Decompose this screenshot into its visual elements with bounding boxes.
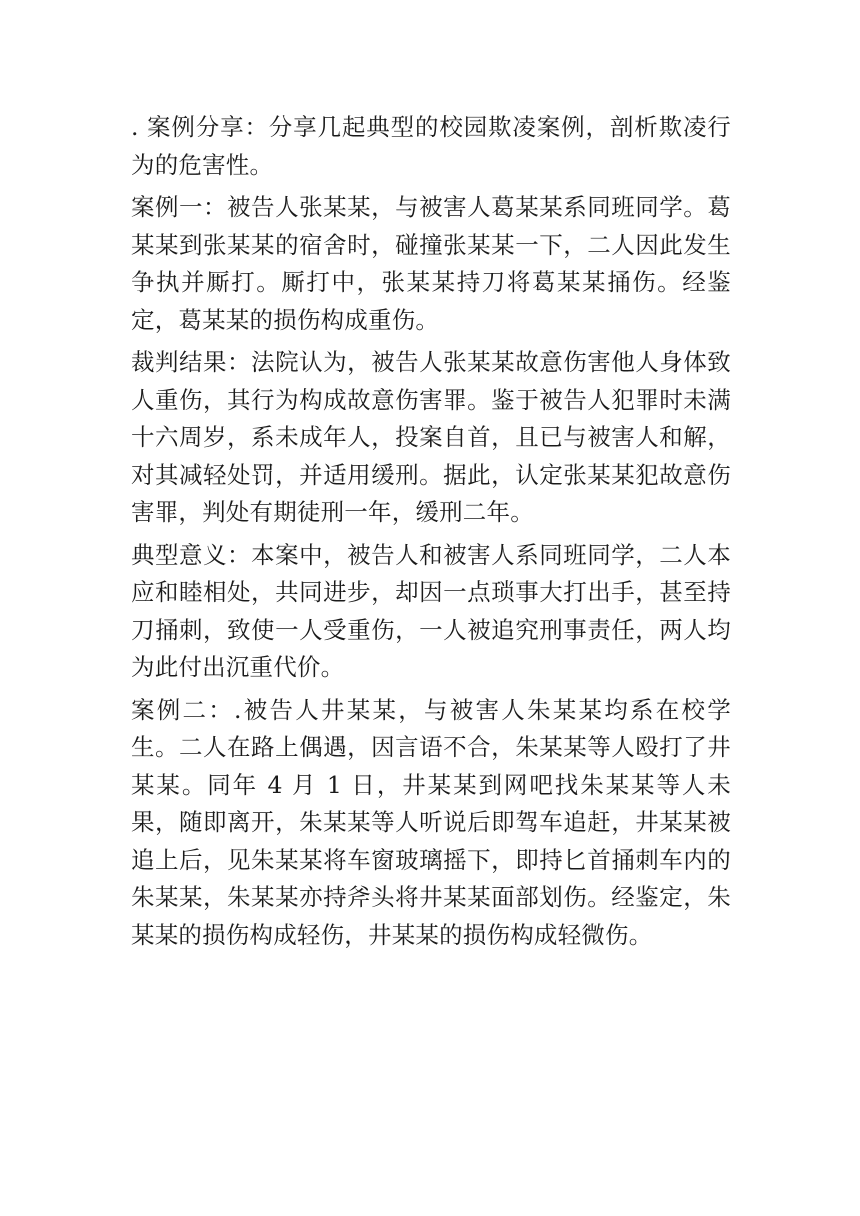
paragraph-significance: 典型意义：本案中，被告人和被害人系同班同学，二人本应和睦相处，共同进步，却因一点琐事大打出手，甚至持刀捅刺，致使一人受重伤，一人被追究刑事责任，两人均为此付出沉重代价。 (131, 540, 731, 681)
paragraph-intro: . 案例分享：分享几起典型的校园欺凌案例，剖析欺凌行为的危害性。 (131, 113, 731, 179)
paragraph-case-two: 案例二：.被告人井某某，与被害人朱某某均系在校学生。二人在路上偶遇，因言语不合，朱某某等人殴打了井某某。同年 4 月 1 日，井某某到网吧找朱某某等人未果，随即离开，朱某某等人听说后即驾车追赶，井某某被追上后，见朱某某将车窗玻璃摇下，即持匕首捅刺车内的朱某某，朱某某亦持斧头将井某某面部划伤。经鉴定，朱某某的损伤构成轻伤，井某某的损伤构成轻微伤。 (131, 695, 731, 949)
document-body (131, 109, 731, 959)
paragraph-case-one: 案例一：被告人张某某，与被害人葛某某系同班同学。葛某某到张某某的宿舍时，碰撞张某某一下，二人因此发生争执并厮打。厮打中，张某某持刀将葛某某捅伤。经鉴定，葛某某的损伤构成重伤。 (131, 193, 731, 334)
paragraph-verdict: 裁判结果：法院认为，被告人张某某故意伤害他人身体致人重伤，其行为构成故意伤害罪。鉴于被告人犯罪时未满十六周岁，系未成年人，投案自首，且已与被害人和解，对其减轻处罚，并适用缓刑。据此，认定张某某犯故意伤害罪，判处有期徒刑一年，缓刑二年。 (131, 348, 731, 526)
